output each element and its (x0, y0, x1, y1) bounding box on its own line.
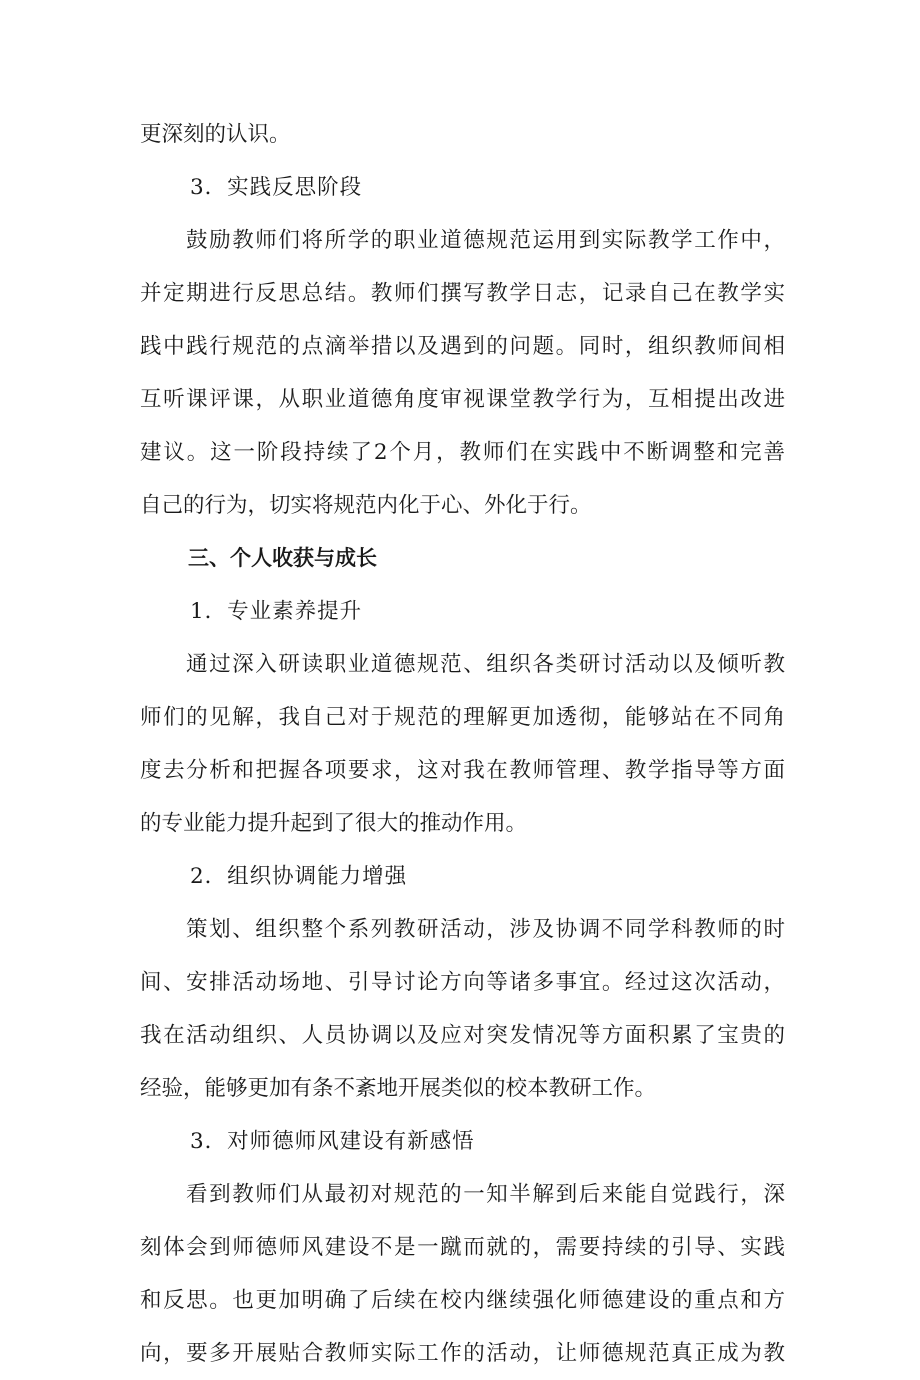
document-page (140, 108, 785, 1380)
paragraph-line: 刻体会到师德师风建设不是一蹴而就的，需要持续的引导、实践 (140, 1235, 785, 1260)
paragraph-line: 度去分析和把握各项要求，这对我在教师管理、教学指导等方面 (140, 758, 785, 783)
paragraph-line: 自己的行为，切实将规范内化于心、外化于行。 (140, 493, 592, 518)
paragraph-line: 策划、组织整个系列教研活动，涉及协调不同学科教师的时 (186, 917, 785, 942)
paragraph-line: 经验，能够更加有条不紊地开展类似的校本教研工作。 (140, 1076, 657, 1101)
paragraph-line: 的专业能力提升起到了很大的推动作用。 (140, 811, 528, 836)
paragraph-line: 向，要多开展贴合教师实际工作的活动，让师德规范真正成为教 (140, 1341, 785, 1366)
paragraph-line: 我在活动组织、人员协调以及应对突发情况等方面积累了宝贵的 (140, 1023, 785, 1048)
subsection-title: 1．专业素养提升 (190, 599, 363, 624)
paragraph-line: 互听课评课，从职业道德角度审视课堂教学行为，互相提出改进 (140, 387, 785, 412)
paragraph-line: 鼓励教师们将所学的职业道德规范运用到实际教学工作中， (186, 228, 785, 253)
section-heading: 三、个人收获与成长 (188, 546, 377, 570)
subsection-title: 3．实践反思阶段 (190, 175, 363, 200)
paragraph-line: 和反思。也更加明确了后续在校内继续强化师德建设的重点和方 (140, 1288, 785, 1313)
subsection-title: 3．对师德师风建设有新感悟 (190, 1129, 475, 1154)
paragraph-line: 践中践行规范的点滴举措以及遇到的问题。同时，组织教师间相 (140, 334, 785, 359)
paragraph-line: 看到教师们从最初对规范的一知半解到后来能自觉践行，深 (186, 1182, 785, 1207)
subsection-title: 2．组织协调能力增强 (190, 864, 408, 889)
paragraph-line: 间、安排活动场地、引导讨论方向等诸多事宜。经过这次活动， (140, 970, 785, 995)
paragraph-line: 并定期进行反思总结。教师们撰写教学日志，记录自己在教学实 (140, 281, 785, 306)
paragraph-line: 师们的见解，我自己对于规范的理解更加透彻，能够站在不同角 (140, 705, 785, 730)
paragraph-line: 建议。这一阶段持续了2个月，教师们在实践中不断调整和完善 (140, 440, 785, 465)
paragraph-line: 更深刻的认识。 (140, 122, 291, 147)
paragraph-line: 通过深入研读职业道德规范、组织各类研讨活动以及倾听教 (186, 652, 785, 677)
